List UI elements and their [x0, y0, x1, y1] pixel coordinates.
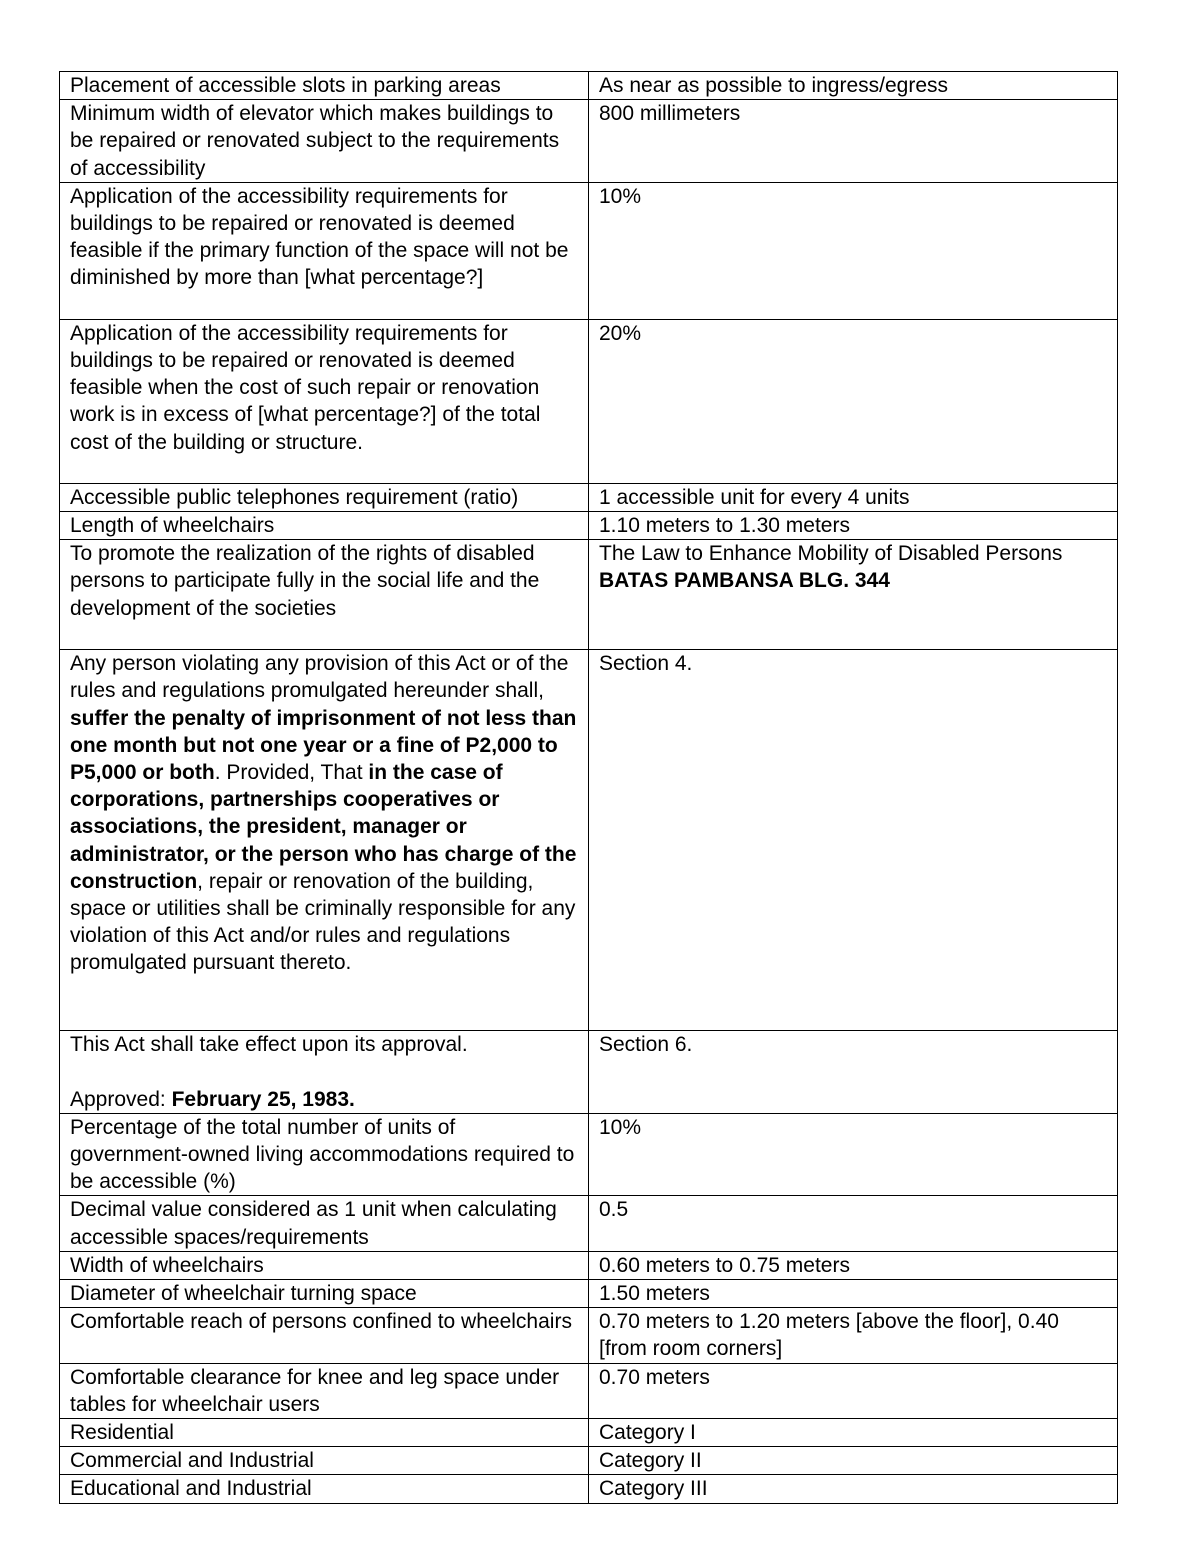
text-segment: Category III	[599, 1477, 708, 1501]
text-segment: This Act shall take effect upon its approval.	[70, 1033, 468, 1057]
answer-cell	[589, 1363, 1118, 1418]
text-segment: Category II	[599, 1449, 702, 1473]
question-cell	[60, 1031, 589, 1114]
text-segment: 0.70 meters to 1.20 meters [above the floor], 0.40 [from room corners]	[599, 1310, 1059, 1361]
text-segment: Percentage of the total number of units of government-owned living accommodations required to be accessible (%)	[70, 1115, 575, 1194]
table-row	[60, 650, 1118, 1031]
text-segment: Accessible public telephones requirement (ratio)	[70, 485, 519, 509]
answer-cell	[589, 540, 1118, 650]
text-segment: 10%	[599, 1115, 642, 1139]
table-row	[60, 1113, 1118, 1196]
question-cell	[60, 1113, 589, 1196]
text-segment: 0.60 meters to 0.75 meters	[599, 1253, 850, 1277]
text-segment: Width of wheelchairs	[70, 1253, 264, 1277]
text-segment: Length of wheelchairs	[70, 514, 275, 538]
text-segment: 10%	[599, 184, 642, 208]
question-cell	[60, 1280, 589, 1308]
text-segment: 1 accessible unit for every 4 units	[599, 485, 910, 509]
text-segment: Approved:	[70, 1087, 172, 1111]
text-segment: Comfortable clearance for knee and leg space under tables for wheelchair users	[70, 1365, 560, 1416]
text-segment: Any person violating any provision of this Act or of the rules and regulations promulgated hereunder shall,	[70, 652, 569, 703]
answer-cell	[589, 319, 1118, 483]
question-cell	[60, 1308, 589, 1363]
text-segment: Application of the accessibility requirements for buildings to be repaired or renovated is deemed feasible when the cost of such repair or renovation work is in excess of [what percentage?] of the total cost of the building or structure.	[70, 321, 541, 454]
question-cell	[60, 72, 589, 100]
text-segment: To promote the realization of the rights of disabled persons to participate fully in the social life and the development of the societies	[70, 542, 540, 620]
text-segment: 800 millimeters	[599, 102, 741, 126]
question-cell	[60, 483, 589, 511]
text-segment: Diameter of wheelchair turning space	[70, 1282, 417, 1306]
text-segment: Section 6.	[599, 1033, 693, 1057]
table-row	[60, 1251, 1118, 1279]
text-segment: 1.10 meters to 1.30 meters	[599, 514, 850, 538]
question-cell	[60, 1475, 589, 1503]
answer-cell	[589, 1280, 1118, 1308]
text-segment: Residential	[70, 1421, 174, 1445]
text-segment: Educational and Industrial	[70, 1477, 312, 1501]
text-segment: . Provided, That	[214, 761, 369, 785]
answer-cell	[589, 512, 1118, 540]
question-cell	[60, 540, 589, 650]
table-row	[60, 512, 1118, 540]
reference-table-body	[60, 72, 1118, 1504]
text-segment: 20%	[599, 321, 642, 345]
text-segment: , repair or renovation of the building, space or utilities shall be criminally responsible for any violation of this Act and/or rules and regulations promulgated pursuant thereto.	[70, 869, 576, 975]
table-row	[60, 483, 1118, 511]
bold-text-segment: suffer the penalty of imprisonment of not less than one month but not one year or a fine of P2,000 to P5,000 or both	[70, 706, 577, 785]
text-segment: Placement of accessible slots in parking areas	[70, 74, 501, 97]
table-row	[60, 540, 1118, 650]
answer-cell	[589, 1475, 1118, 1503]
text-segment: The Law to Enhance Mobility of Disabled Persons	[599, 542, 1063, 566]
answer-cell	[589, 1251, 1118, 1279]
answer-cell	[589, 72, 1118, 100]
answer-cell	[589, 1419, 1118, 1447]
text-segment: Minimum width of elevator which makes buildings to be repaired or renovated subject to the requirements of accessibility	[70, 102, 560, 180]
table-row	[60, 1031, 1118, 1114]
table-row	[60, 1363, 1118, 1418]
text-segment: 1.50 meters	[599, 1282, 710, 1306]
table-row	[60, 1419, 1118, 1447]
question-cell	[60, 1419, 589, 1447]
question-cell	[60, 182, 589, 319]
table-row	[60, 1308, 1118, 1363]
text-segment: As near as possible to ingress/egress	[599, 74, 949, 97]
answer-cell	[589, 483, 1118, 511]
table-row	[60, 72, 1118, 100]
question-cell	[60, 1196, 589, 1251]
text-segment: 0.5	[599, 1198, 629, 1222]
answer-cell	[589, 1031, 1118, 1114]
question-cell	[60, 1251, 589, 1279]
bold-text-segment: February 25, 1983.	[171, 1087, 355, 1111]
text-segment: 0.70 meters	[599, 1365, 710, 1389]
question-cell	[60, 650, 589, 1031]
text-segment: Commercial and Industrial	[70, 1449, 314, 1473]
answer-cell	[589, 1196, 1118, 1251]
reference-table	[59, 71, 1118, 1504]
text-segment: Category I	[599, 1421, 696, 1445]
question-cell	[60, 1363, 589, 1418]
text-segment: Section 4.	[599, 652, 693, 676]
bold-text-segment: BATAS PAMBANSA BLG. 344	[599, 569, 890, 593]
text-segment: Comfortable reach of persons confined to wheelchairs	[70, 1310, 572, 1334]
answer-cell	[589, 182, 1118, 319]
answer-cell	[589, 1113, 1118, 1196]
answer-cell	[589, 1447, 1118, 1475]
bold-text-segment: in the case of corporations, partnerships cooperatives or associations, the president, manager or administrator, or the person who has charge of the construction	[70, 761, 577, 893]
question-cell	[60, 100, 589, 183]
table-row	[60, 182, 1118, 319]
table-row	[60, 319, 1118, 483]
question-cell	[60, 319, 589, 483]
question-cell	[60, 512, 589, 540]
table-row	[60, 1447, 1118, 1475]
table-row	[60, 1280, 1118, 1308]
text-segment: Decimal value considered as 1 unit when calculating accessible spaces/requirements	[70, 1198, 557, 1249]
text-segment: Application of the accessibility requirements for buildings to be repaired or renovated is deemed feasible if the primary function of the space will not be diminished by more than [what percentage?]	[70, 184, 569, 290]
table-row	[60, 1475, 1118, 1503]
document-page	[59, 71, 1118, 1504]
table-row	[60, 1196, 1118, 1251]
table-row	[60, 100, 1118, 183]
answer-cell	[589, 650, 1118, 1031]
answer-cell	[589, 1308, 1118, 1363]
blank-line	[70, 1058, 578, 1085]
answer-cell	[589, 100, 1118, 183]
question-cell	[60, 1447, 589, 1475]
